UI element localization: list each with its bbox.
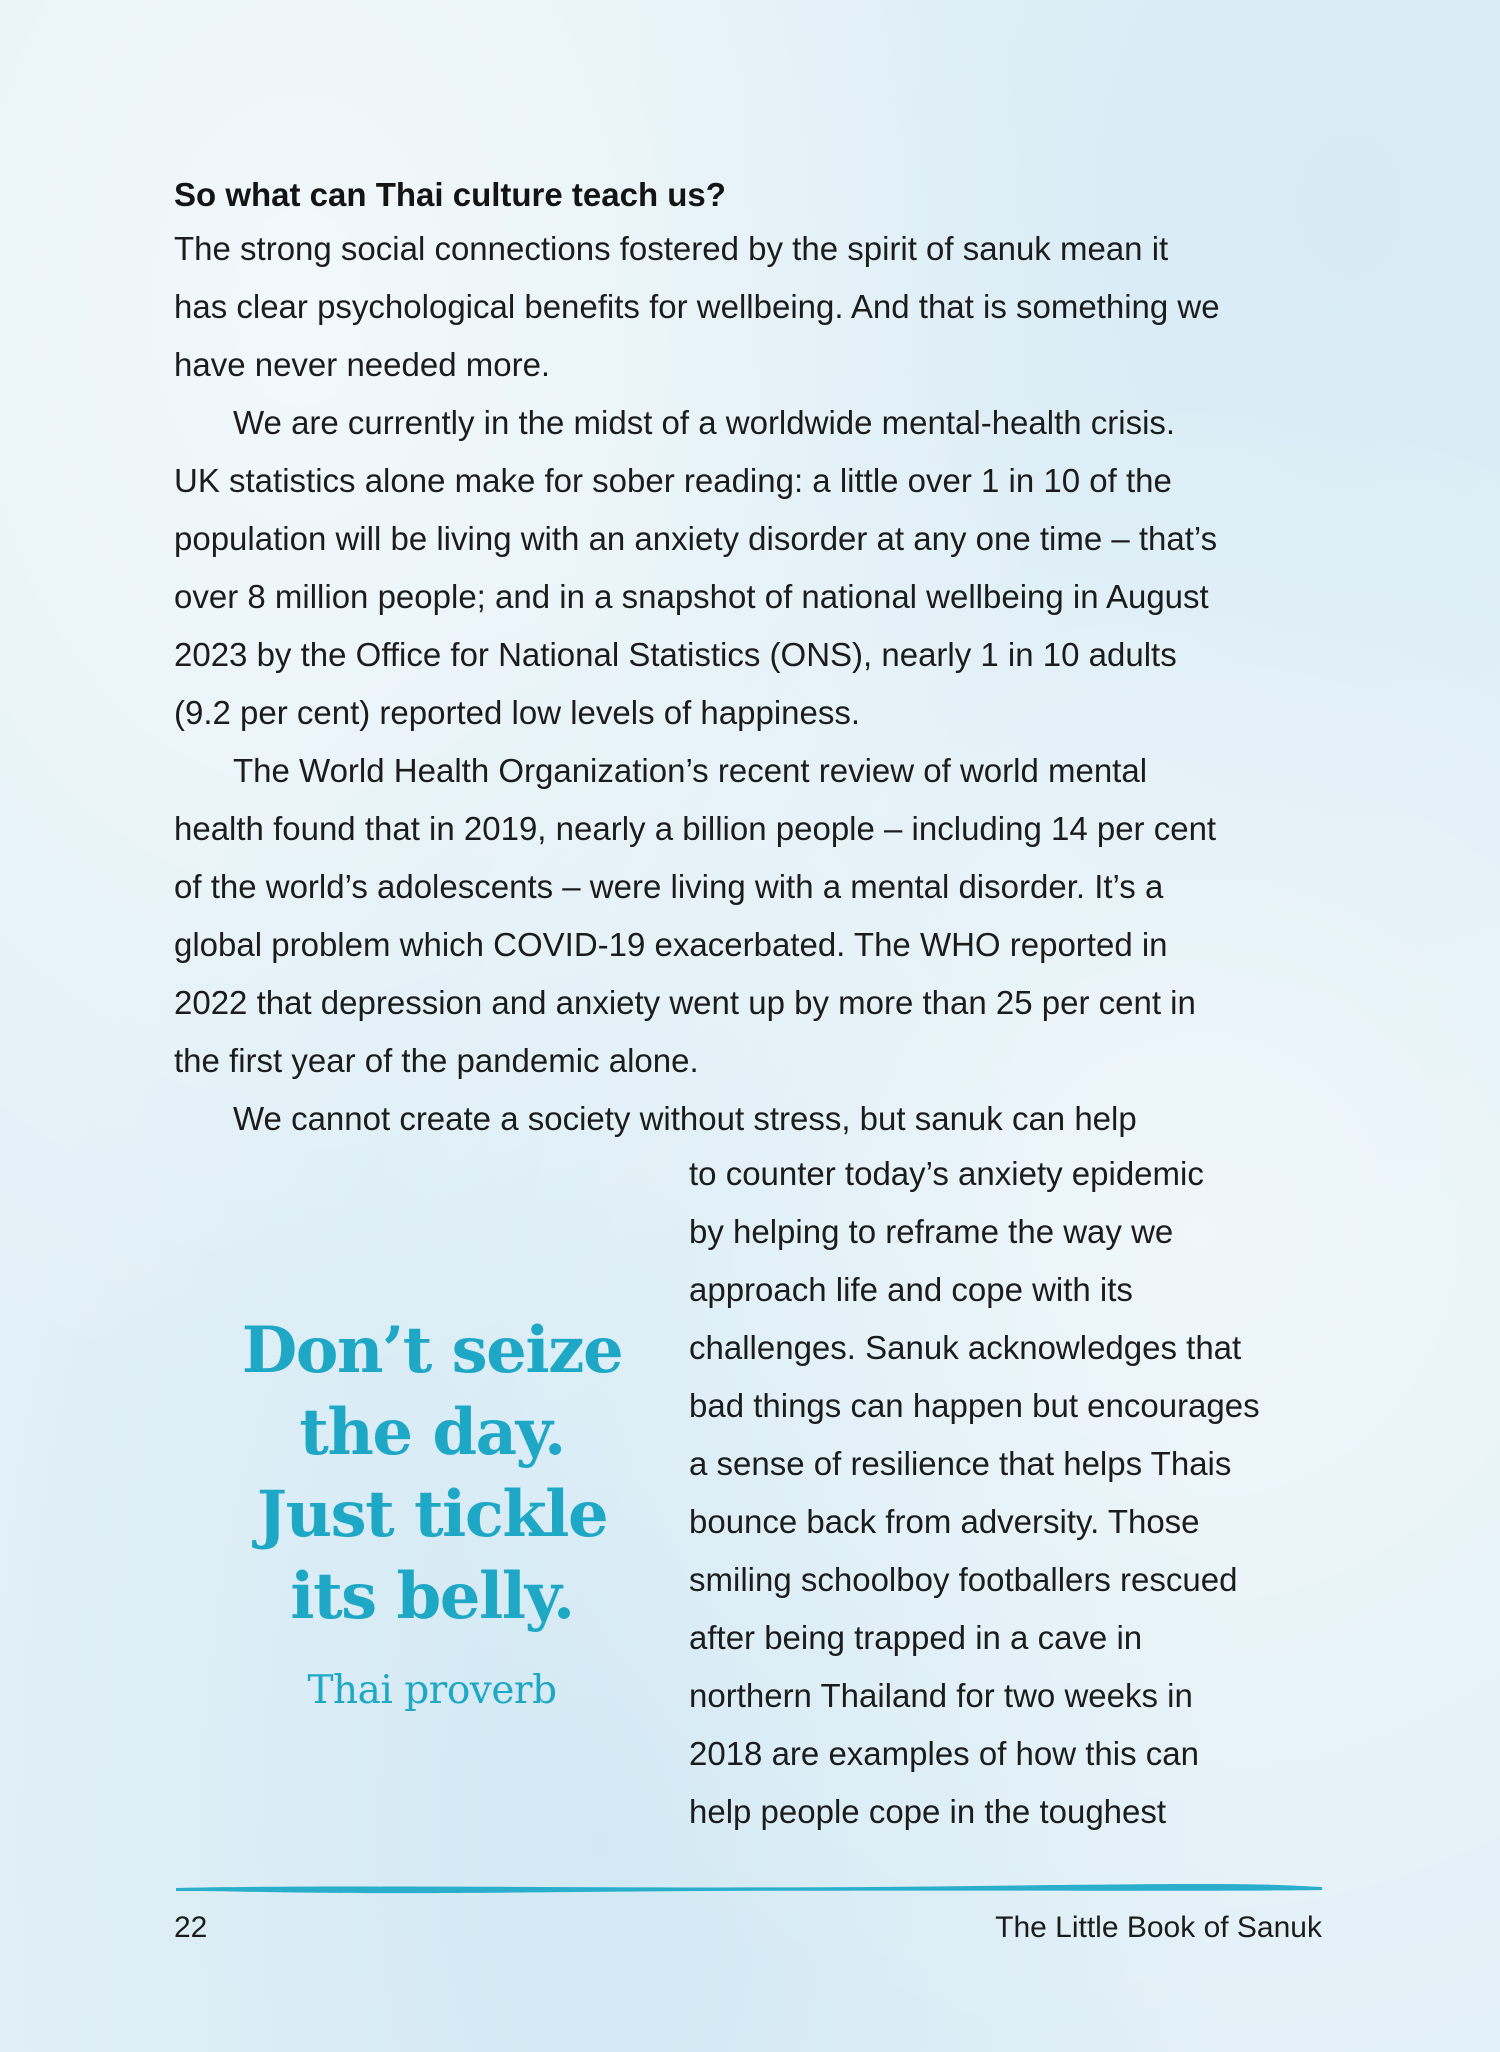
text-line: has clear psychological benefits for wellbeing. And that is something we bbox=[174, 288, 1220, 325]
text-line: We cannot create a society without stress, but sanuk can help bbox=[233, 1100, 1137, 1137]
text-line: We are currently in the midst of a worldwide mental-health crisis. bbox=[233, 404, 1176, 441]
page-number: 22 bbox=[174, 1911, 208, 1944]
text-line: UK statistics alone make for sober reading: a little over 1 in 10 of the bbox=[174, 462, 1172, 499]
pull-quote-attribution: Thai proverb bbox=[307, 1668, 557, 1713]
text-line: by helping to reframe the way we bbox=[689, 1213, 1174, 1250]
text-line: to counter today’s anxiety epidemic bbox=[689, 1155, 1204, 1192]
paragraph-4-column bbox=[689, 1145, 1329, 1841]
footer-divider bbox=[174, 1881, 1324, 1895]
running-footer-title: The Little Book of Sanuk bbox=[995, 1911, 1322, 1944]
text-line: after being trapped in a cave in bbox=[689, 1619, 1143, 1656]
pull-quote-line: Don’t seize bbox=[241, 1313, 623, 1388]
text-line: have never needed more. bbox=[174, 346, 551, 383]
text-line: approach life and cope with its bbox=[689, 1271, 1133, 1308]
text-line: population will be living with an anxiety disorder at any one time – that’s bbox=[174, 520, 1218, 557]
text-line: The World Health Organization’s recent review of world mental bbox=[233, 752, 1148, 789]
text-line: 2018 are examples of how this can bbox=[689, 1735, 1199, 1772]
text-line: smiling schoolboy footballers rescued bbox=[689, 1561, 1238, 1598]
text-line: northern Thailand for two weeks in bbox=[689, 1677, 1193, 1714]
text-line: (9.2 per cent) reported low levels of happiness. bbox=[174, 694, 861, 731]
text-line: a sense of resilience that helps Thais bbox=[689, 1445, 1232, 1482]
text-line: the first year of the pandemic alone. bbox=[174, 1042, 699, 1079]
text-line: 2023 by the Office for National Statistics (ONS), nearly 1 in 10 adults bbox=[174, 636, 1177, 673]
text-line: The strong social connections fostered by the spirit of sanuk mean it bbox=[174, 230, 1169, 267]
pull-quote bbox=[214, 1310, 650, 1638]
text-line: bounce back from adversity. Those bbox=[689, 1503, 1200, 1540]
text-line: 2022 that depression and anxiety went up by more than 25 per cent in bbox=[174, 984, 1196, 1021]
text-line: bad things can happen but encourages bbox=[689, 1387, 1260, 1424]
text-line: global problem which COVID-19 exacerbated. The WHO reported in bbox=[174, 926, 1168, 963]
text-line: health found that in 2019, nearly a billion people – including 14 per cent bbox=[174, 810, 1217, 847]
paragraph-4-intro bbox=[174, 1090, 1334, 1148]
text-line: challenges. Sanuk acknowledges that bbox=[689, 1329, 1242, 1366]
pull-quote-line: the day. bbox=[299, 1395, 565, 1470]
paragraph-1 bbox=[174, 220, 1334, 394]
pull-quote-line: its belly. bbox=[290, 1559, 574, 1634]
pull-quote-line: Just tickle bbox=[256, 1477, 608, 1552]
paragraph-3 bbox=[174, 742, 1334, 1090]
text-line: over 8 million people; and in a snapshot of national wellbeing in August bbox=[174, 578, 1209, 615]
text-line: of the world’s adolescents – were living with a mental disorder. It’s a bbox=[174, 868, 1164, 905]
text-line: help people cope in the toughest bbox=[689, 1793, 1167, 1830]
section-heading: So what can Thai culture teach us? bbox=[174, 176, 726, 213]
paragraph-2 bbox=[174, 394, 1334, 742]
